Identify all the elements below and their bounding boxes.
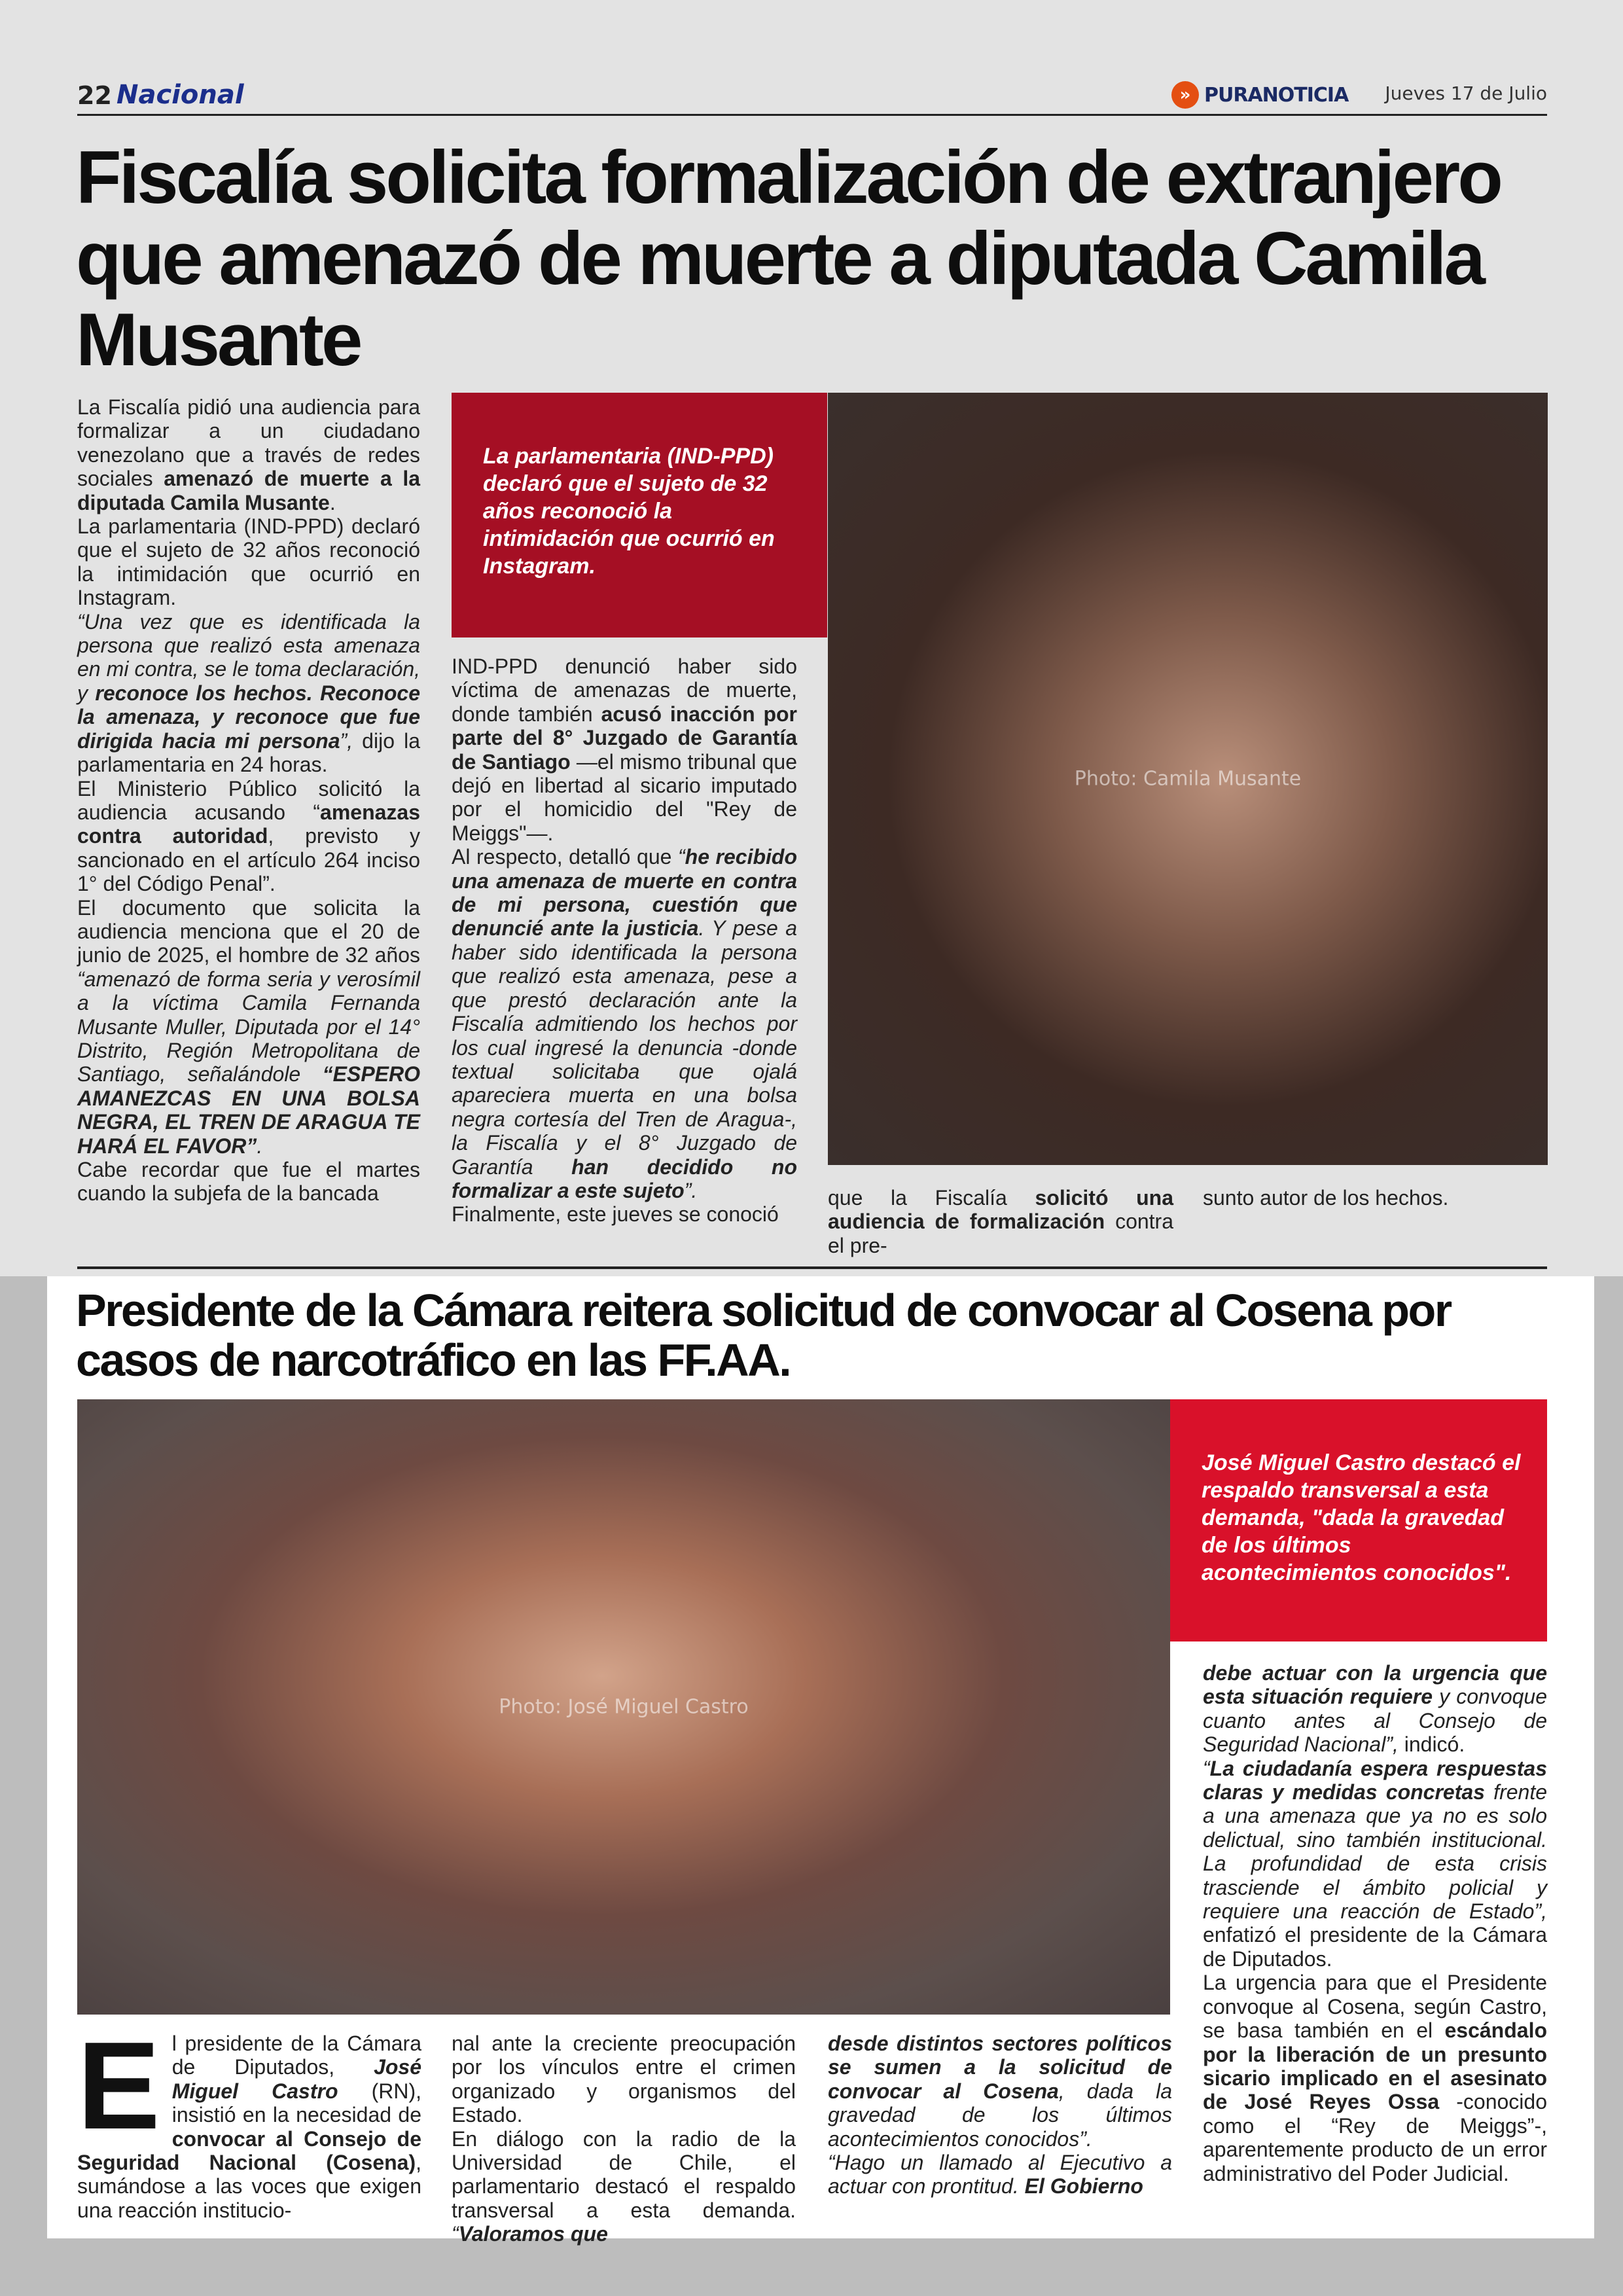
camila-musante-photo: [828, 393, 1548, 1165]
paragraph: que la Fiscalía solicitó una audiencia de formalización contra el pre-: [828, 1186, 1174, 1257]
paragraph: sunto autor de los hechos.: [1203, 1186, 1449, 1210]
paragraph: “La ciudadanía espera respuestas claras y medidas concretas frente a una amenaza que ya no es solo delictual, sino también institucional. La profundidad de esta crisis trasciende el ámbito policial y requiere una reacción de Estado”, enfatizó el presidente de la Cámara de Diputados.: [1203, 1756, 1548, 1971]
paragraph: desde distintos sectores políticos se sumen a la solicitud de convocar al Cosena, dada la gravedad de los últimos acontecimientos conocidos”.: [828, 2032, 1173, 2151]
article-divider: [77, 1266, 1547, 1269]
paragraph: Cabe recordar que fue el martes cuando la subjefa de la bancada: [77, 1158, 420, 1206]
article1-column-1: [77, 395, 420, 1206]
logo-text: PURANOTICIA: [1204, 83, 1349, 107]
paragraph: La Fiscalía pidió una audiencia para formalizar a un ciudadano venezolano que a través de redes sociales amenazó de muerte a la diputada Camila Musante.: [77, 395, 421, 514]
dropcap: E: [77, 2017, 160, 2155]
article2-column-2: [452, 2032, 796, 2246]
paragraph: “Hago un llamado al Ejecutivo a actuar con prontitud. El Gobierno: [828, 2151, 1172, 2198]
paragraph: Al respecto, detalló que “he recibido una amenaza de muerte en contra de mi persona, cuestión que denuncié ante la justicia. Y pese a haber sido identificada la persona que realizó esta amenaza, pese a que prestó declaración ante la Fiscalía admitiendo los hechos por los cual ingresé la denuncia -donde textual solicitaba que ojalá apareciera muerta en una bolsa negra cortesía del Tren de Aragua-, la Fiscalía y el 8° Juzgado de Garantía han decidido no formalizar a este sujeto”.: [452, 845, 798, 1202]
article2-column-3: [828, 2032, 1172, 2198]
paragraph: En diálogo con la radio de la Universidad de Chile, el parlamentario destacó el respaldo transversal a esta demanda. “Valoramos que: [452, 2126, 796, 2246]
page-header: [77, 79, 1547, 118]
puranoticia-logo: [1171, 79, 1348, 111]
header-rule: [77, 114, 1547, 116]
article2-callout: [1170, 1399, 1547, 1641]
article1-callout-text: La parlamentaria (IND-PPD) declaró que el sujeto de 32 años reconoció la intimidación que ocurrió en Instagram.: [483, 444, 775, 579]
paragraph: “Una vez que es identificada la persona que realizó esta amenaza en mi contra, se le toma declaración, y reconoce los hechos. Reconoce la amenaza, y reconoce que fue dirigida hacia mi persona”, dijo la parlamentaria en 24 horas.: [77, 609, 421, 777]
paragraph: Finalmente, este jueves se conoció: [452, 1202, 779, 1227]
article1-column-4: [1203, 1186, 1548, 1210]
article2-callout-text: José Miguel Castro destacó el respaldo transversal a esta demanda, "dada la gravedad de los últimos acontecimientos conocidos".: [1202, 1450, 1521, 1585]
article2-headline: Presidente de la Cámara reitera solicitud de convocar al Cosena por casos de narcotráfico en las FF.AA.: [76, 1285, 1451, 1386]
article1-column-2: [452, 655, 797, 1227]
article1-callout: [452, 393, 827, 637]
paragraph: IND-PPD denunció haber sido víctima de amenazas de muerte, donde también acusó inacción por parte del 8° Juzgado de Garantía de Santiago —el mismo tribunal que dejó en libertad al sicario imputado por el homicidio del "Rey de Meiggs"—.: [452, 655, 798, 845]
page-number: 22: [77, 81, 112, 110]
logo-arrows-icon: »: [1171, 81, 1199, 109]
article2-column-4: [1203, 1661, 1547, 2185]
paragraph: El Ministerio Público solicitó la audiencia acusando “amenazas contra autoridad, previsto y sancionado en el artículo 264 inciso 1° del Código Penal”.: [77, 776, 420, 896]
paragraph: El documento que solicita la audiencia menciona que el 20 de junio de 2025, el hombre de 32 años “amenazó de forma seria y verosímil a la víctima Camila Fernanda Musante Muller, Diputada por el 14° Distrito, Región Metropolitana de Santiago, señalándole “ESPERO AMANEZCAS EN UNA BOLSA NEGRA, EL TREN DE ARAGUA TE HARÁ EL FAVOR”.: [77, 895, 420, 1158]
photo-placeholder-label: Photo: Camila Musante: [1074, 767, 1302, 791]
paragraph: La parlamentaria (IND-PPD) declaró que el sujeto de 32 años reconoció la intimidación que ocurrió en Instagram.: [77, 514, 420, 610]
article1-column-3: [828, 1186, 1173, 1257]
article1-headline: Fiscalía solicita formalización de extranjero que amenazó de muerte a diputada Camila Musante: [76, 136, 1501, 382]
photo-placeholder-label: Photo: José Miguel Castro: [499, 1695, 749, 1719]
paragraph: La urgencia para que el Presidente convoque al Cosena, según Castro, se basa también en el escándalo por la liberación de un presunto sicario implicado en el asesinato de José Reyes Ossa -conocido como el “Rey de Meiggs”-, aparentemente producto de un error administrativo del Poder Judicial.: [1203, 1971, 1548, 2185]
paragraph: debe actuar con la urgencia que esta situación requiere y convoque cuanto antes al Consejo de Seguridad Nacional”, indicó.: [1203, 1661, 1548, 1757]
issue-date: Jueves 17 de Julio: [1385, 82, 1547, 104]
jose-miguel-castro-photo: [77, 1399, 1170, 2015]
article2-column-1-text: l presidente de la Cámara de Diputados, José Miguel Castro (RN), insistió en la necesidad de convocar al Consejo de Seguridad Nacional (Cosena), sumándose a las voces que exigen una reacción institucio-: [77, 2032, 421, 2222]
section-name: Nacional: [116, 80, 244, 110]
article2-column-1: [77, 2017, 421, 2222]
paragraph: nal ante la creciente preocupación por los vínculos entre el crimen organizado y organismos del Estado.: [452, 2032, 796, 2127]
